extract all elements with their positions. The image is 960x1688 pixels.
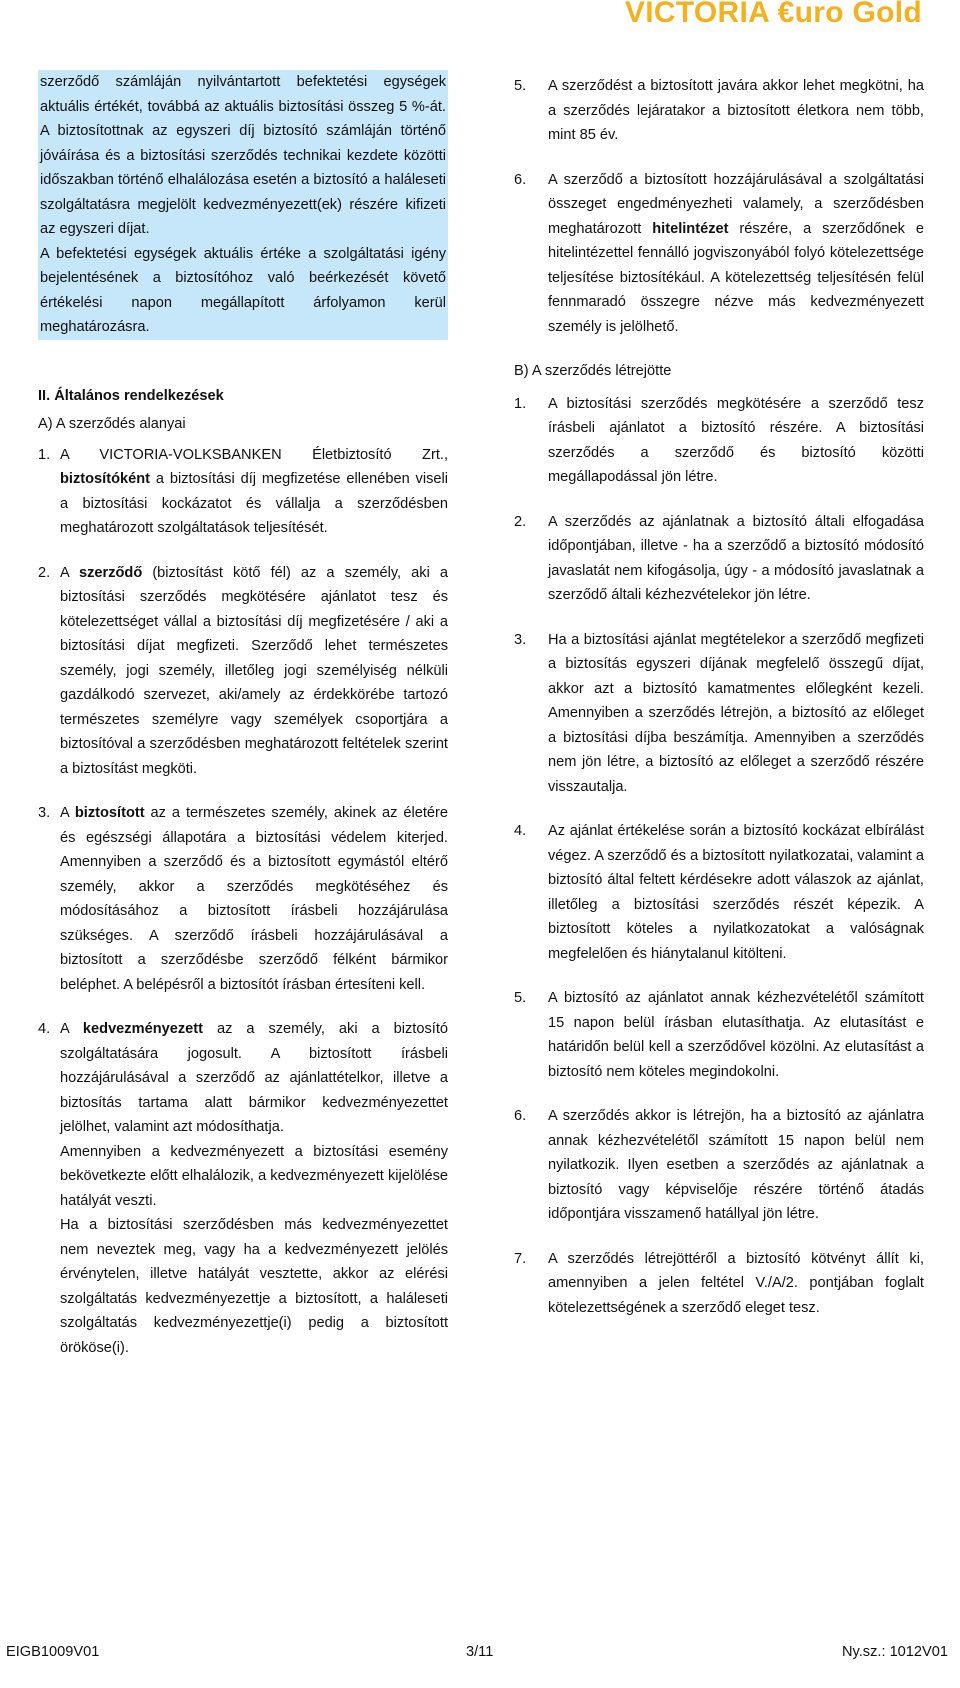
list-item-b2 [514,510,924,608]
item4-paragraph-2: Ha a biztosítási szerződésben más kedvezményezettet nem neveztek meg, vagy ha a kedvezményezett jelölés érvénytelen, illetve hatályát vesztette, akkor az elérési szolgáltatás kedvezményezettje a biztosított, a haláleseti szolgáltatás kedvezményezettje(i) pedig a biztosított örököse(i). [60,1217,448,1356]
item-text: A biztosító az ajánlatot annak kézhezvételétől számított 15 napon belül írásban elutasíthatja. Az elutasítást e határidőn belül kell a szerződővel közölni. Az elutasítást a biztosító nem köteles megindokolni. [548,990,924,1080]
list-item-b6 [514,1104,924,1227]
registration-number: Ny.sz.: 1012V01 [842,1644,948,1660]
item-number: 1. [514,395,527,412]
list-item-b4 [514,819,924,966]
list-item-b1 [514,392,924,490]
right-column [514,74,924,1320]
item-text: A VICTORIA-VOLKSBANKEN Életbiztosító Zrt., biztosítóként a biztosítási díj megfizetése ellenében viseli a biztosítási kockázatot és vállalja a szerződésben meghatározott szolgáltatások teljesítését. [60,446,448,536]
list-item-a3 [38,801,448,997]
item-text: A szerződést a biztosított javára akkor lehet megkötni, ha a szerződés lejáratakor a biztosított életkora nem több, mint 85 év. [548,78,924,143]
item-number: 4. [38,1021,51,1037]
item-text: Az ajánlat értékelése során a biztosító kockázat elbírálást végez. A szerződő és a biztosított nyilatkozatai, valamint a biztosító által feltett kérdésekre adott válaszok az ajánlat, illetőleg a biztosítási szerződés részét képezik. A biztosított köteles a nyilatkozatokat a valóságnak megfelelően és hiánytalanul kitölteni. [548,823,924,962]
item-number: 5. [514,78,527,94]
item-number: 5. [514,990,527,1006]
section-title: II. Általános rendelkezések [38,387,224,404]
item-number: 3. [38,805,51,821]
item-text: A biztosított az a természetes személy, akinek az életére és egészségi állapotára a biztosítási védelem kiterjed. Amennyiben a szerződő és a biztosított egymástól eltérő személy, akkor a szerződés megkötéséhez és módosításához a biztosított írásbeli hozzájárulása szükséges. A szerződő írásbeli hozzájárulásával a biztosított a szerződésbe szerződő félként bármikor beléphet. A belépésről a biztosítót írásban értesíteni kell. [60,805,449,993]
list-item-a6 [514,168,924,340]
item-text: A szerződés az ajánlatnak a biztosító általi elfogadása időpontjában, illetve - ha a szerződő a biztosító módosító javaslatát nem kifogásolja, úgy - a módosító javaslatnak a szerződő általi kézhezvételekor jön létre. [548,513,924,603]
item-number: 1. [38,446,51,463]
item-text: Ha a biztosítási ajánlat megtételekor a szerződő megfizeti a biztosítás egyszeri díjának megfelelő összegű díjat, akkor azt a biztosító kamatmentes előlegként kezeli. Amennyiben a szerződés létrejön, a biztosító az előleget a biztosítási díjba beszámítja. Amennyiben a szerződés nem jön létre, a biztosító az előleget a szerződő részére visszautalja. [548,631,924,795]
item-text: A szerződés akkor is létrejön, ha a biztosító az ajánlatra annak kézhezvételétől számított 15 napon belül nem nyilatkozik. Ilyen esetben a szerződés az ajánlatnak a biztosító vagy képviselője részére történő átadás időpontjára visszamenő hatállyal jön létre. [548,1108,924,1222]
list-item-a5 [514,74,924,148]
item-number: 4. [514,823,527,839]
item-number: 2. [514,513,527,530]
list-item-a1 [38,443,448,541]
item4-paragraph-1: Amennyiben a kedvezményezett a biztosítási esemény bekövetkezte előtt elhalálozik, a kedvezményezett kijelölése hatályát veszti. [60,1143,448,1209]
item-number: 6. [514,1108,527,1124]
subsection-title-a: A) A szerződés alanyai [38,416,186,432]
item-number: 2. [38,564,51,581]
brand-logo-text: VICTORIA €uro Gold [624,0,922,29]
page-number: 3/11 [466,1644,494,1660]
document-code: EIGB1009V01 [6,1644,100,1660]
left-column [38,74,448,1360]
list-item-a2 [38,561,448,782]
item-text: A szerződés létrejöttéről a biztosító kötvényt állít ki, amennyiben a jelen feltétel V./A/2. pontjában foglalt kötelezettségének a szerződő eleget tesz. [548,1250,924,1316]
list-item-b5 [514,986,924,1084]
item-text: A kedvezményezett az a személy, aki a biztosító szolgáltatására jogosult. A biztosított írásbeli hozzájárulásával a szerződő az ajánlattételkor, illetve a biztosítás tartama alatt bármikor kedvezményezettet jelölhet, valamint azt módosíthatja. Amennyiben a kedvezményezett a biztosítási esemény bekövetkezte előtt elhalálozik, a kedvezményezett kijelölése hatályát veszti. Ha a biztosítási szerződésben más kedvezményezettet nem neveztek meg, vagy ha a kedvezményezett jelölés érvénytelen, illetve hatályát vesztette, akkor az elérési szolgáltatás kedvezményezettje a biztosított, a haláleseti szolgáltatás kedvezményezettje(i) pedig a biztosított örököse(i). [60,1017,448,1360]
subsection-title-b: B) A szerződés létrejötte [514,363,672,379]
list-item-b3 [514,628,924,800]
highlighted-block [38,70,448,340]
highlight-paragraph-2: A befektetési egységek aktuális értéke a szolgáltatási igény bejelentésének a biztosítóhoz való beérkezését követő értékelési napon megállapított árfolyamon kerül meghatározásra. [40,245,446,335]
item-text: A szerződő (biztosítást kötő fél) az a személy, aki a biztosítási szerződés megkötésére ajánlatot tesz és kötelezettséget vállal a biztosítási díj megfizetésére / aki a biztosítási díjat megfizeti. Szerződő lehet természetes személy, jogi személy, illetőleg jogi személyiség nélküli gazdálkodó szervezet, aki/amely az érdekkörébe tartozó természetes személyre vagy személyek csoportjára a biztosítóval a szerződésben meghatározott feltételek szerint a biztosítást megköti. [60,564,448,777]
list-item-a4 [38,1017,448,1360]
item-number: 6. [514,171,527,188]
item-text: A szerződő a biztosított hozzájárulásával a szolgáltatási összeget engedményezheti valamely, a szerződésben meghatározott hitelintézet részére, a szerződőnek e hitelintézettel fennálló jogviszonyából folyó kötelezettsége teljesítése biztosítékául. A kötelezettség teljesítésén felül fennmaradó összegre nézve más kedvezményezett személy is jelölhető. [548,171,924,335]
item-text: A biztosítási szerződés megkötésére a szerződő tesz írásbeli ajánlatot a biztosító részére. A biztosítási szerződés a szerződő és biztosító közötti megállapodással jön létre. [548,395,924,485]
item-number: 7. [514,1250,527,1267]
highlight-paragraph-1: szerződő számláján nyilvántartott befektetési egységek aktuális értékét, továbbá az aktuális biztosítási összeg 5 %-át. A biztosítottnak az egyszeri díj biztosító számláján történő jóváírása és a biztosítási szerződés technikai kezdete közötti időszakban történő elhalálozása esetén a biztosító a haláleseti szolgáltatásra megjelölt kedvezményezett(ek) részére kifizeti az egyszeri díjat. [40,74,446,237]
list-item-b7 [514,1247,924,1321]
item-number: 3. [514,631,527,648]
page-footer [6,1644,954,1668]
